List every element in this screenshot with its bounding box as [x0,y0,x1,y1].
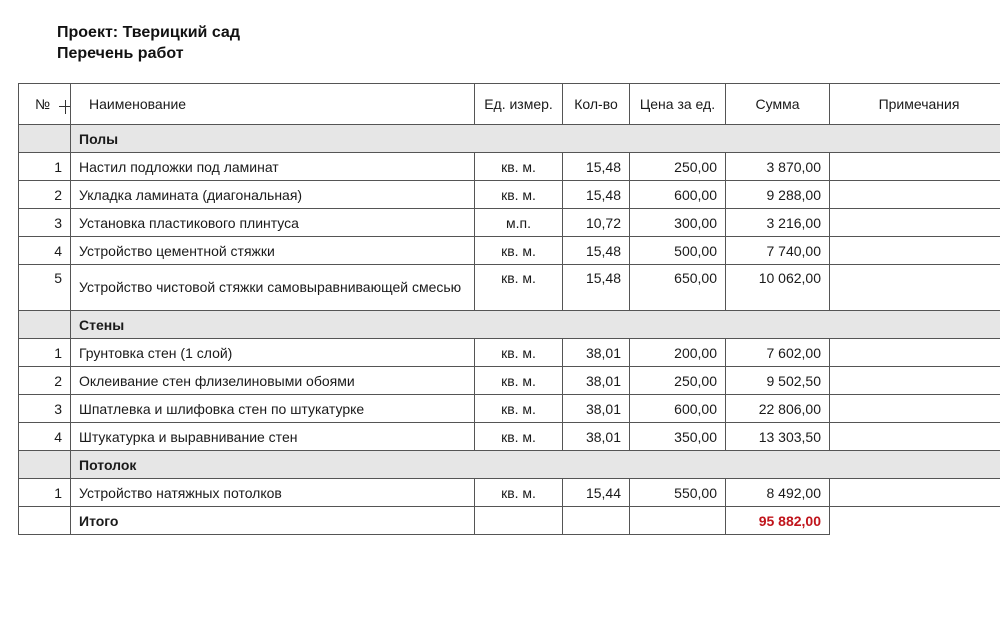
work-name[interactable]: Шпатлевка и шлифовка стен по штукатурке [71,395,475,423]
table-row [19,209,1000,237]
work-name[interactable]: Грунтовка стен (1 слой) [71,339,475,367]
work-name[interactable]: Оклеивание стен флизелиновыми обоями [71,367,475,395]
row-number[interactable]: 1 [19,479,71,507]
work-name[interactable]: Устройство цементной стяжки [71,237,475,265]
work-unit[interactable]: кв. м. [475,479,563,507]
work-notes[interactable] [830,367,1000,395]
crosshair-cursor-icon [59,100,71,114]
row-number[interactable]: 1 [19,339,71,367]
work-unit[interactable]: кв. м. [475,395,563,423]
section-title[interactable]: Полы [71,125,1000,153]
table-row [19,423,1000,451]
total-cell-blank[interactable] [475,507,563,535]
work-qty[interactable]: 38,01 [563,423,630,451]
work-name[interactable]: Устройство натяжных потолков [71,479,475,507]
row-number[interactable]: 2 [19,367,71,395]
works-table [18,83,1000,535]
work-qty[interactable]: 38,01 [563,367,630,395]
work-notes[interactable] [830,237,1000,265]
row-number[interactable]: 4 [19,237,71,265]
work-qty[interactable]: 15,48 [563,237,630,265]
column-header-sum[interactable]: Сумма [726,84,830,125]
table-row [19,265,1000,311]
work-notes[interactable] [830,265,1000,311]
work-notes[interactable] [830,209,1000,237]
work-price[interactable]: 350,00 [630,423,726,451]
section-title[interactable]: Стены [71,311,1000,339]
work-price[interactable]: 250,00 [630,153,726,181]
column-header-unit[interactable]: Ед. измер. [475,84,563,125]
work-qty[interactable]: 10,72 [563,209,630,237]
work-sum[interactable]: 22 806,00 [726,395,830,423]
document-subtitle: Перечень работ [57,45,184,62]
work-qty[interactable]: 15,48 [563,265,630,311]
work-price[interactable]: 600,00 [630,181,726,209]
total-sum[interactable]: 95 882,00 [726,507,830,535]
work-unit[interactable]: кв. м. [475,153,563,181]
column-header-number[interactable] [19,84,71,125]
work-sum[interactable]: 3 870,00 [726,153,830,181]
work-notes[interactable] [830,181,1000,209]
work-qty[interactable]: 38,01 [563,339,630,367]
column-header-qty[interactable]: Кол-во [563,84,630,125]
work-sum[interactable]: 7 602,00 [726,339,830,367]
work-qty[interactable]: 38,01 [563,395,630,423]
work-name[interactable]: Установка пластикового плинтуса [71,209,475,237]
work-price[interactable]: 200,00 [630,339,726,367]
work-sum[interactable]: 3 216,00 [726,209,830,237]
work-sum[interactable]: 9 288,00 [726,181,830,209]
work-sum[interactable]: 7 740,00 [726,237,830,265]
work-sum[interactable]: 10 062,00 [726,265,830,311]
row-number[interactable]: 4 [19,423,71,451]
work-unit[interactable]: кв. м. [475,265,563,311]
work-price[interactable]: 550,00 [630,479,726,507]
document-header [57,22,240,64]
table-row [19,181,1000,209]
work-price[interactable]: 500,00 [630,237,726,265]
section-row-floors [19,125,1000,153]
work-qty[interactable]: 15,48 [563,181,630,209]
total-cell-blank[interactable] [563,507,630,535]
work-unit[interactable]: кв. м. [475,367,563,395]
table-row [19,339,1000,367]
column-header-price[interactable]: Цена за ед. [630,84,726,125]
work-qty[interactable]: 15,48 [563,153,630,181]
work-qty[interactable]: 15,44 [563,479,630,507]
work-notes[interactable] [830,479,1000,507]
column-header-name[interactable]: Наименование [71,84,475,125]
work-name[interactable]: Штукатурка и выравнивание стен [71,423,475,451]
work-unit[interactable]: кв. м. [475,181,563,209]
total-label[interactable]: Итого [71,507,475,535]
row-number[interactable]: 3 [19,395,71,423]
column-header-notes[interactable]: Примечания [830,84,1000,125]
section-row-walls [19,311,1000,339]
table-row [19,153,1000,181]
total-cell-blank[interactable] [19,507,71,535]
table-row [19,367,1000,395]
section-title[interactable]: Потолок [71,451,1000,479]
total-row [19,507,1000,535]
work-price[interactable]: 300,00 [630,209,726,237]
work-notes[interactable] [830,395,1000,423]
work-unit[interactable]: кв. м. [475,423,563,451]
section-cell-blank[interactable] [19,451,71,479]
column-header-number-label: № [35,96,51,112]
section-cell-blank[interactable] [19,125,71,153]
table-header-row [19,84,1000,125]
work-name[interactable]: Устройство чистовой стяжки самовыравнивающей смесью [71,265,475,311]
row-number[interactable]: 5 [19,265,71,311]
work-price[interactable]: 250,00 [630,367,726,395]
work-notes[interactable] [830,339,1000,367]
work-notes[interactable] [830,423,1000,451]
table-row [19,237,1000,265]
work-notes[interactable] [830,153,1000,181]
project-title: Проект: Тверицкий сад [57,24,240,41]
work-sum[interactable]: 8 492,00 [726,479,830,507]
work-sum[interactable]: 9 502,50 [726,367,830,395]
work-unit[interactable]: м.п. [475,209,563,237]
total-notes [830,507,1000,535]
work-name[interactable]: Настил подложки под ламинат [71,153,475,181]
row-number[interactable]: 2 [19,181,71,209]
row-number[interactable]: 1 [19,153,71,181]
table-row [19,479,1000,507]
table-row [19,395,1000,423]
work-name[interactable]: Укладка ламината (диагональная) [71,181,475,209]
work-price[interactable]: 600,00 [630,395,726,423]
row-number[interactable]: 3 [19,209,71,237]
total-cell-blank[interactable] [630,507,726,535]
work-sum[interactable]: 13 303,50 [726,423,830,451]
work-unit[interactable]: кв. м. [475,237,563,265]
work-price[interactable]: 650,00 [630,265,726,311]
section-cell-blank[interactable] [19,311,71,339]
work-unit[interactable]: кв. м. [475,339,563,367]
section-row-ceiling [19,451,1000,479]
